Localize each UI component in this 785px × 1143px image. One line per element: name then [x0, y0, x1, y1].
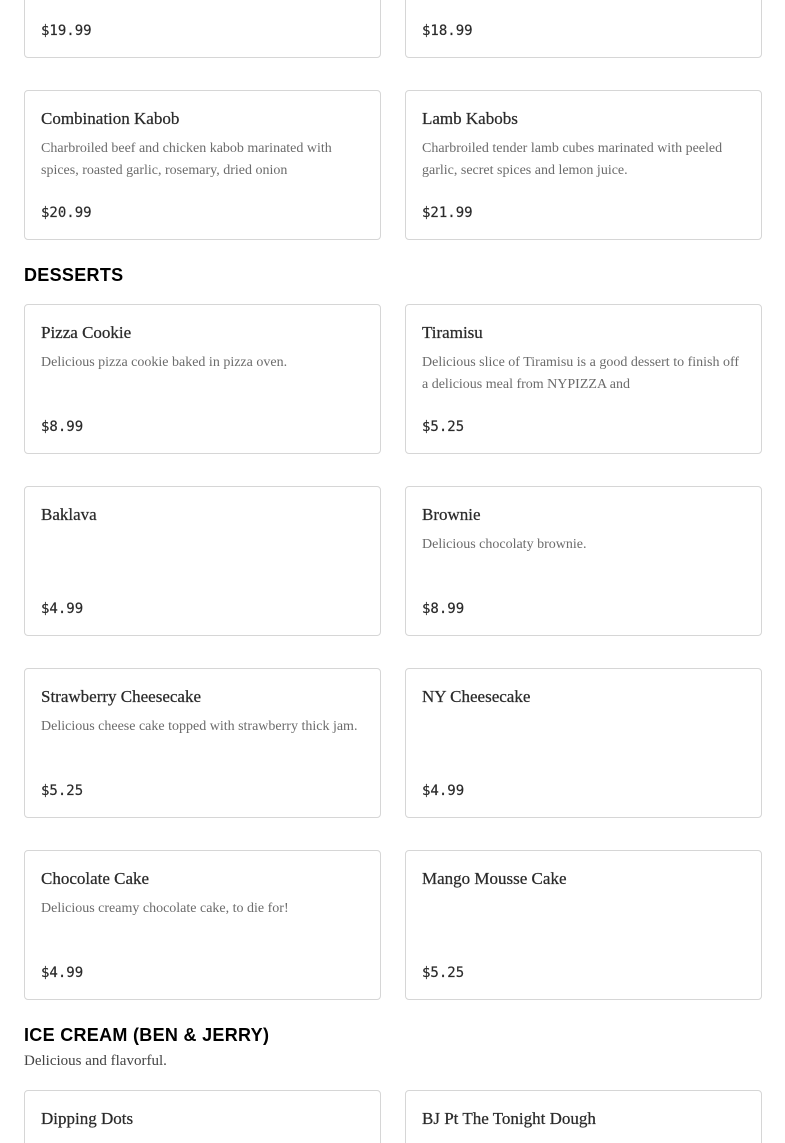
menu-item-card[interactable] — [24, 90, 381, 240]
item-name: Pizza Cookie — [41, 323, 132, 342]
item-price: $4.99 — [41, 965, 84, 981]
menu-item-card[interactable] — [24, 304, 381, 454]
item-name: Tiramisu — [422, 323, 483, 342]
menu-item-card[interactable] — [405, 850, 762, 1000]
item-name: Baklava — [41, 505, 97, 524]
item-description: Delicious cheese cake topped with strawberry thick jam. — [41, 719, 358, 734]
item-name: Dipping Dots — [41, 1109, 134, 1128]
item-price: $18.99 — [422, 23, 473, 39]
section-description: Delicious and flavorful. — [24, 1053, 167, 1069]
menu-item-card[interactable] — [24, 668, 381, 818]
menu-item-card[interactable] — [24, 1090, 381, 1143]
item-price: $8.99 — [41, 419, 84, 435]
menu-item-card[interactable] — [405, 0, 762, 58]
item-name: NY Cheesecake — [422, 687, 531, 706]
item-name: Combination Kabob — [41, 109, 180, 128]
item-description: Charbroiled tender lamb cubes marinated with peeled garlic, secret spices and lemon juice. — [422, 141, 723, 178]
item-description: Delicious chocolaty brownie. — [422, 537, 587, 552]
menu-item-card[interactable] — [24, 850, 381, 1000]
menu-item-card[interactable] — [405, 1090, 762, 1143]
item-price: $20.99 — [41, 205, 92, 221]
item-description: Delicious creamy chocolate cake, to die for! — [41, 901, 289, 916]
item-price: $8.99 — [422, 601, 465, 617]
item-name: Lamb Kabobs — [422, 109, 518, 128]
item-name: Brownie — [422, 505, 481, 524]
item-name: BJ Pt The Tonight Dough — [422, 1109, 596, 1128]
menu-item-card[interactable] — [24, 486, 381, 636]
section-title-ice-cream: ICE CREAM (BEN & JERRY) — [24, 1025, 270, 1045]
item-price: $19.99 — [41, 23, 92, 39]
item-description: Delicious pizza cookie baked in pizza oven. — [41, 355, 288, 370]
item-name: Chocolate Cake — [41, 869, 150, 888]
item-price: $4.99 — [41, 601, 84, 617]
item-price: $5.25 — [422, 965, 465, 981]
menu-item-card[interactable] — [405, 486, 762, 636]
item-price: $21.99 — [422, 205, 473, 221]
section-title-desserts: DESSERTS — [24, 265, 124, 285]
item-price: $5.25 — [41, 783, 84, 799]
menu-item-card[interactable] — [405, 90, 762, 240]
item-description: Delicious slice of Tiramisu is a good dessert to finish off a delicious meal from NYPIZZA and — [422, 355, 740, 392]
menu-item-card[interactable] — [405, 304, 762, 454]
item-name: Mango Mousse Cake — [422, 869, 567, 888]
menu-item-card[interactable] — [24, 0, 381, 58]
item-description: Charbroiled beef and chicken kabob marinated with spices, roasted garlic, rosemary, dried onion — [41, 141, 332, 178]
menu-item-card[interactable] — [405, 668, 762, 818]
item-price: $5.25 — [422, 419, 465, 435]
item-price: $4.99 — [422, 783, 465, 799]
item-name: Strawberry Cheesecake — [41, 687, 202, 706]
